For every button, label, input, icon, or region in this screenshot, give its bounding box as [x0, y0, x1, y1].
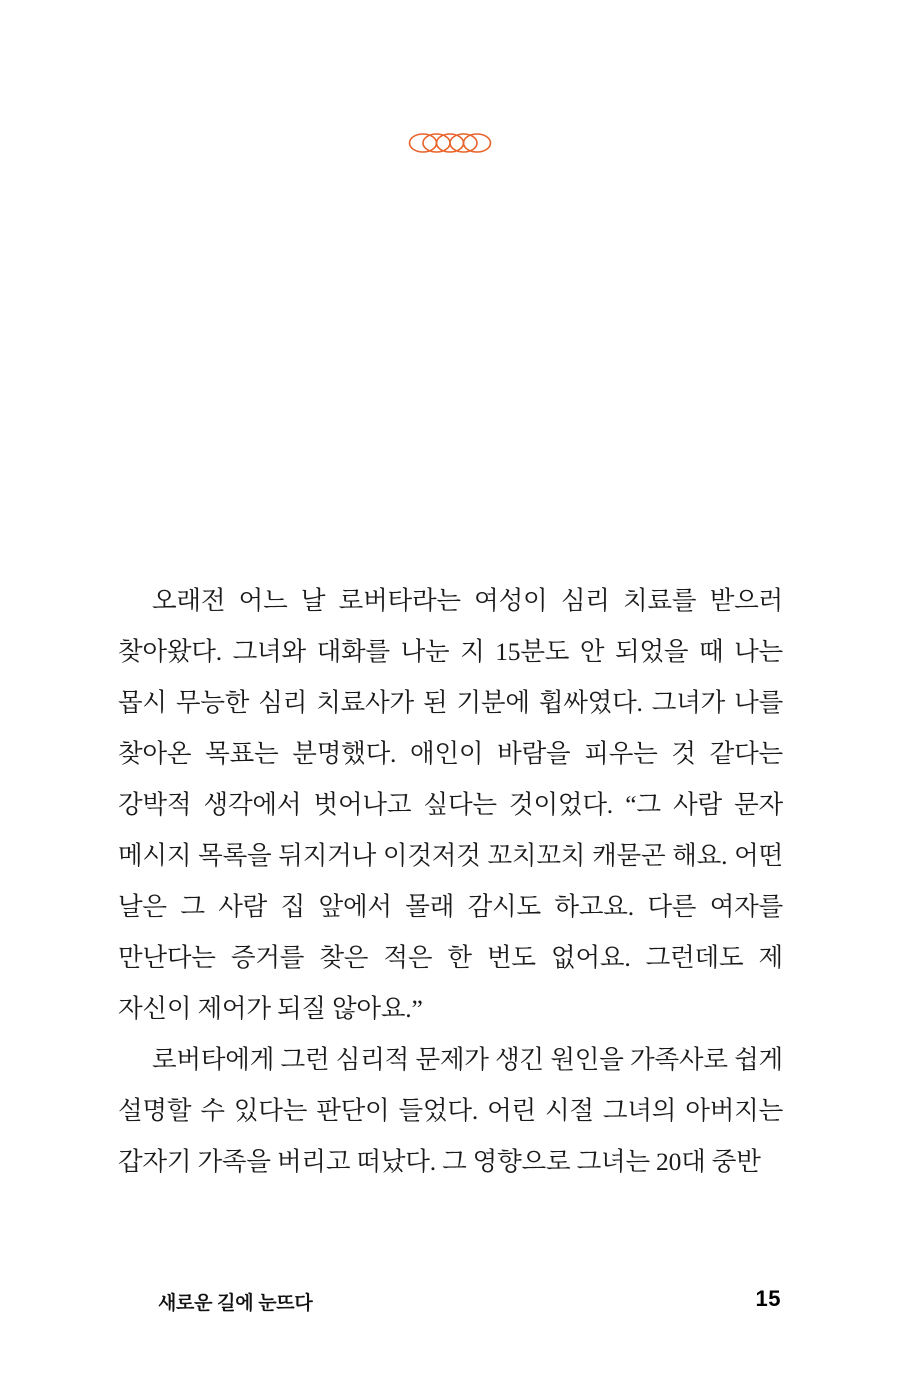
footer-chapter-title: 새로운 길에 눈뜨다	[158, 1293, 313, 1314]
paragraph-2: 로버타에게 그런 심리적 문제가 생긴 원인을 가족사로 쉽게 설명할 수 있다는 판단이 들었다. 어린 시절 그녀의 아버지는 갑자기 가족을 버리고 떠났다. 그 영향으로 그녀는 20대 중반	[118, 1045, 783, 1176]
body-text-block	[118, 575, 783, 1187]
page-footer	[118, 1288, 781, 1318]
chain-of-ellipses-ornament	[0, 126, 899, 160]
paragraph-1: 오래전 어느 날 로버타라는 여성이 심리 치료를 받으러 찾아왔다. 그녀와 대화를 나눈 지 15분도 안 되었을 때 나는 몹시 무능한 심리 치료사가 된 기분에 휩싸였다. 그녀가 나를 찾아온 목표는 분명했다. 애인이 바람을 피우는 것 같다는 강박적 생각에서 벗어나고 싶다는 것이었다. “그 사람 문자 메시지 목록을 뒤지거나 이것저것 꼬치꼬치 캐묻곤 해요. 어떤 날은 그 사람 집 앞에서 몰래 감시도 하고요. 다른 여자를 만난다는 증거를 찾은 적은 한 번도 없어요. 그런데도 제 자신이 제어가 되질 않아요.”	[118, 586, 783, 1023]
footer-page-number: 15	[755, 1286, 781, 1311]
